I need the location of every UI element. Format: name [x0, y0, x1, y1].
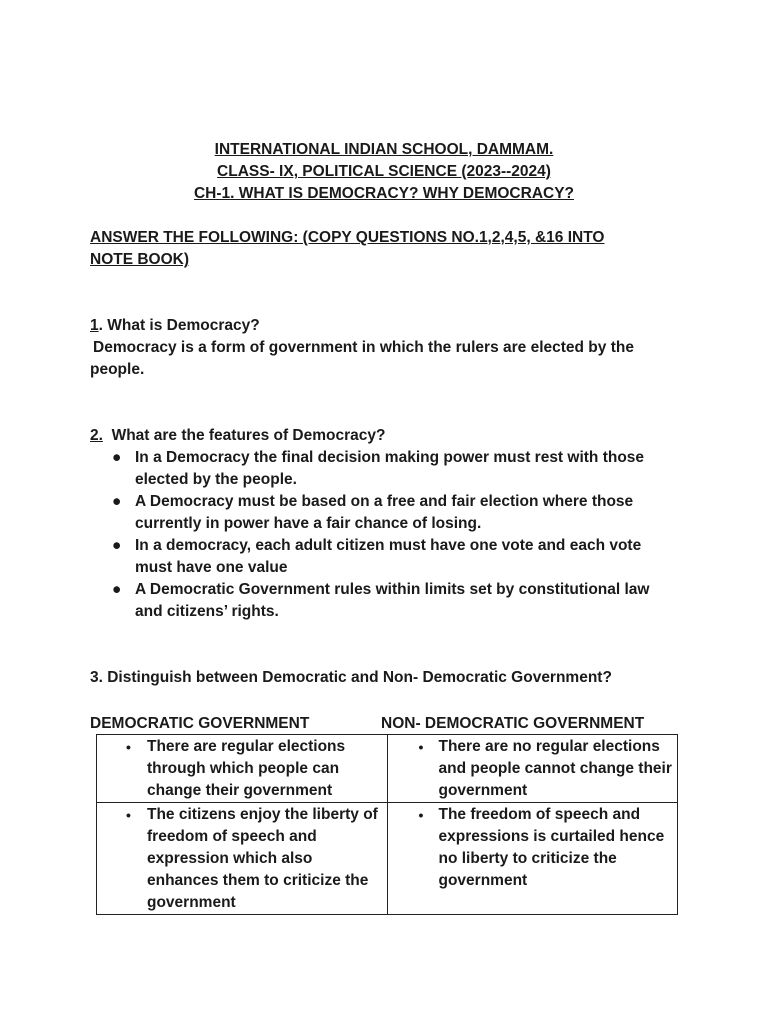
table-cell: [97, 803, 388, 915]
document-header: [0, 139, 768, 205]
column-header-democratic: DEMOCRATIC GOVERNMENT: [90, 715, 310, 732]
table-row: [97, 735, 678, 803]
answer-1: Democracy is a form of government in which the rulers are elected by the people.: [90, 339, 634, 378]
cell-text: The freedom of speech and expressions is curtailed hence no liberty to criticize the government: [438, 806, 665, 889]
feature-text: In a democracy, each adult citizen must have one vote and each vote must have one value: [135, 537, 642, 576]
question-1: [90, 315, 260, 337]
table-cell: [387, 803, 678, 915]
bullet-icon: •: [126, 807, 131, 823]
question-2-text: What are the features of Democracy?: [111, 427, 386, 444]
chapter-title: CH-1. WHAT IS DEMOCRACY? WHY DEMOCRACY?: [193, 185, 575, 202]
list-item: [104, 447, 664, 491]
bullet-icon: •: [126, 739, 131, 755]
question-2-number: 2.: [90, 427, 103, 444]
bullet-icon: ●: [112, 449, 122, 466]
bullet-icon: ●: [112, 537, 122, 554]
list-item: [104, 579, 664, 623]
bullet-icon: •: [418, 807, 424, 823]
instruction-text: ANSWER THE FOLLOWING: (COPY QUESTIONS NO.1,2,4,5, &16 INTO NOTE BOOK): [90, 229, 605, 268]
class-subject: CLASS- IX, POLITICAL SCIENCE (2023--2024): [217, 163, 551, 180]
cell-text: There are regular elections through which people can change their government: [147, 738, 346, 799]
bullet-icon: •: [418, 739, 424, 755]
list-item: [104, 535, 664, 579]
column-header-non-democratic: NON- DEMOCRATIC GOVERNMENT: [381, 715, 645, 732]
feature-text: A Democratic Government rules within limits set by constitutional law and citizens’ rights.: [135, 581, 650, 620]
question-1-text: . What is Democracy?: [98, 317, 260, 334]
table-cell: [97, 735, 388, 803]
bullet-icon: ●: [112, 493, 122, 510]
school-name: INTERNATIONAL INDIAN SCHOOL, DAMMAM.: [214, 141, 554, 158]
table-row: [97, 803, 678, 915]
cell-text: There are no regular elections and people cannot change their government: [438, 738, 672, 799]
table-cell: [387, 735, 678, 803]
list-item: [104, 491, 664, 535]
feature-text: A Democracy must be based on a free and fair election where those currently in power have a fair chance of losing.: [135, 493, 634, 532]
question-3: 3. Distinguish between Democratic and Non- Democratic Government?: [90, 669, 612, 686]
feature-text: In a Democracy the final decision making power must rest with those elected by the people.: [135, 449, 645, 488]
bullet-icon: ●: [112, 581, 122, 598]
question-2: [90, 425, 385, 447]
comparison-table: [96, 734, 678, 915]
question-1-number: 1: [90, 317, 99, 334]
features-list: [104, 447, 664, 623]
cell-text: The citizens enjoy the liberty of freedom of speech and expression which also enhances them to criticize the government: [147, 806, 378, 911]
